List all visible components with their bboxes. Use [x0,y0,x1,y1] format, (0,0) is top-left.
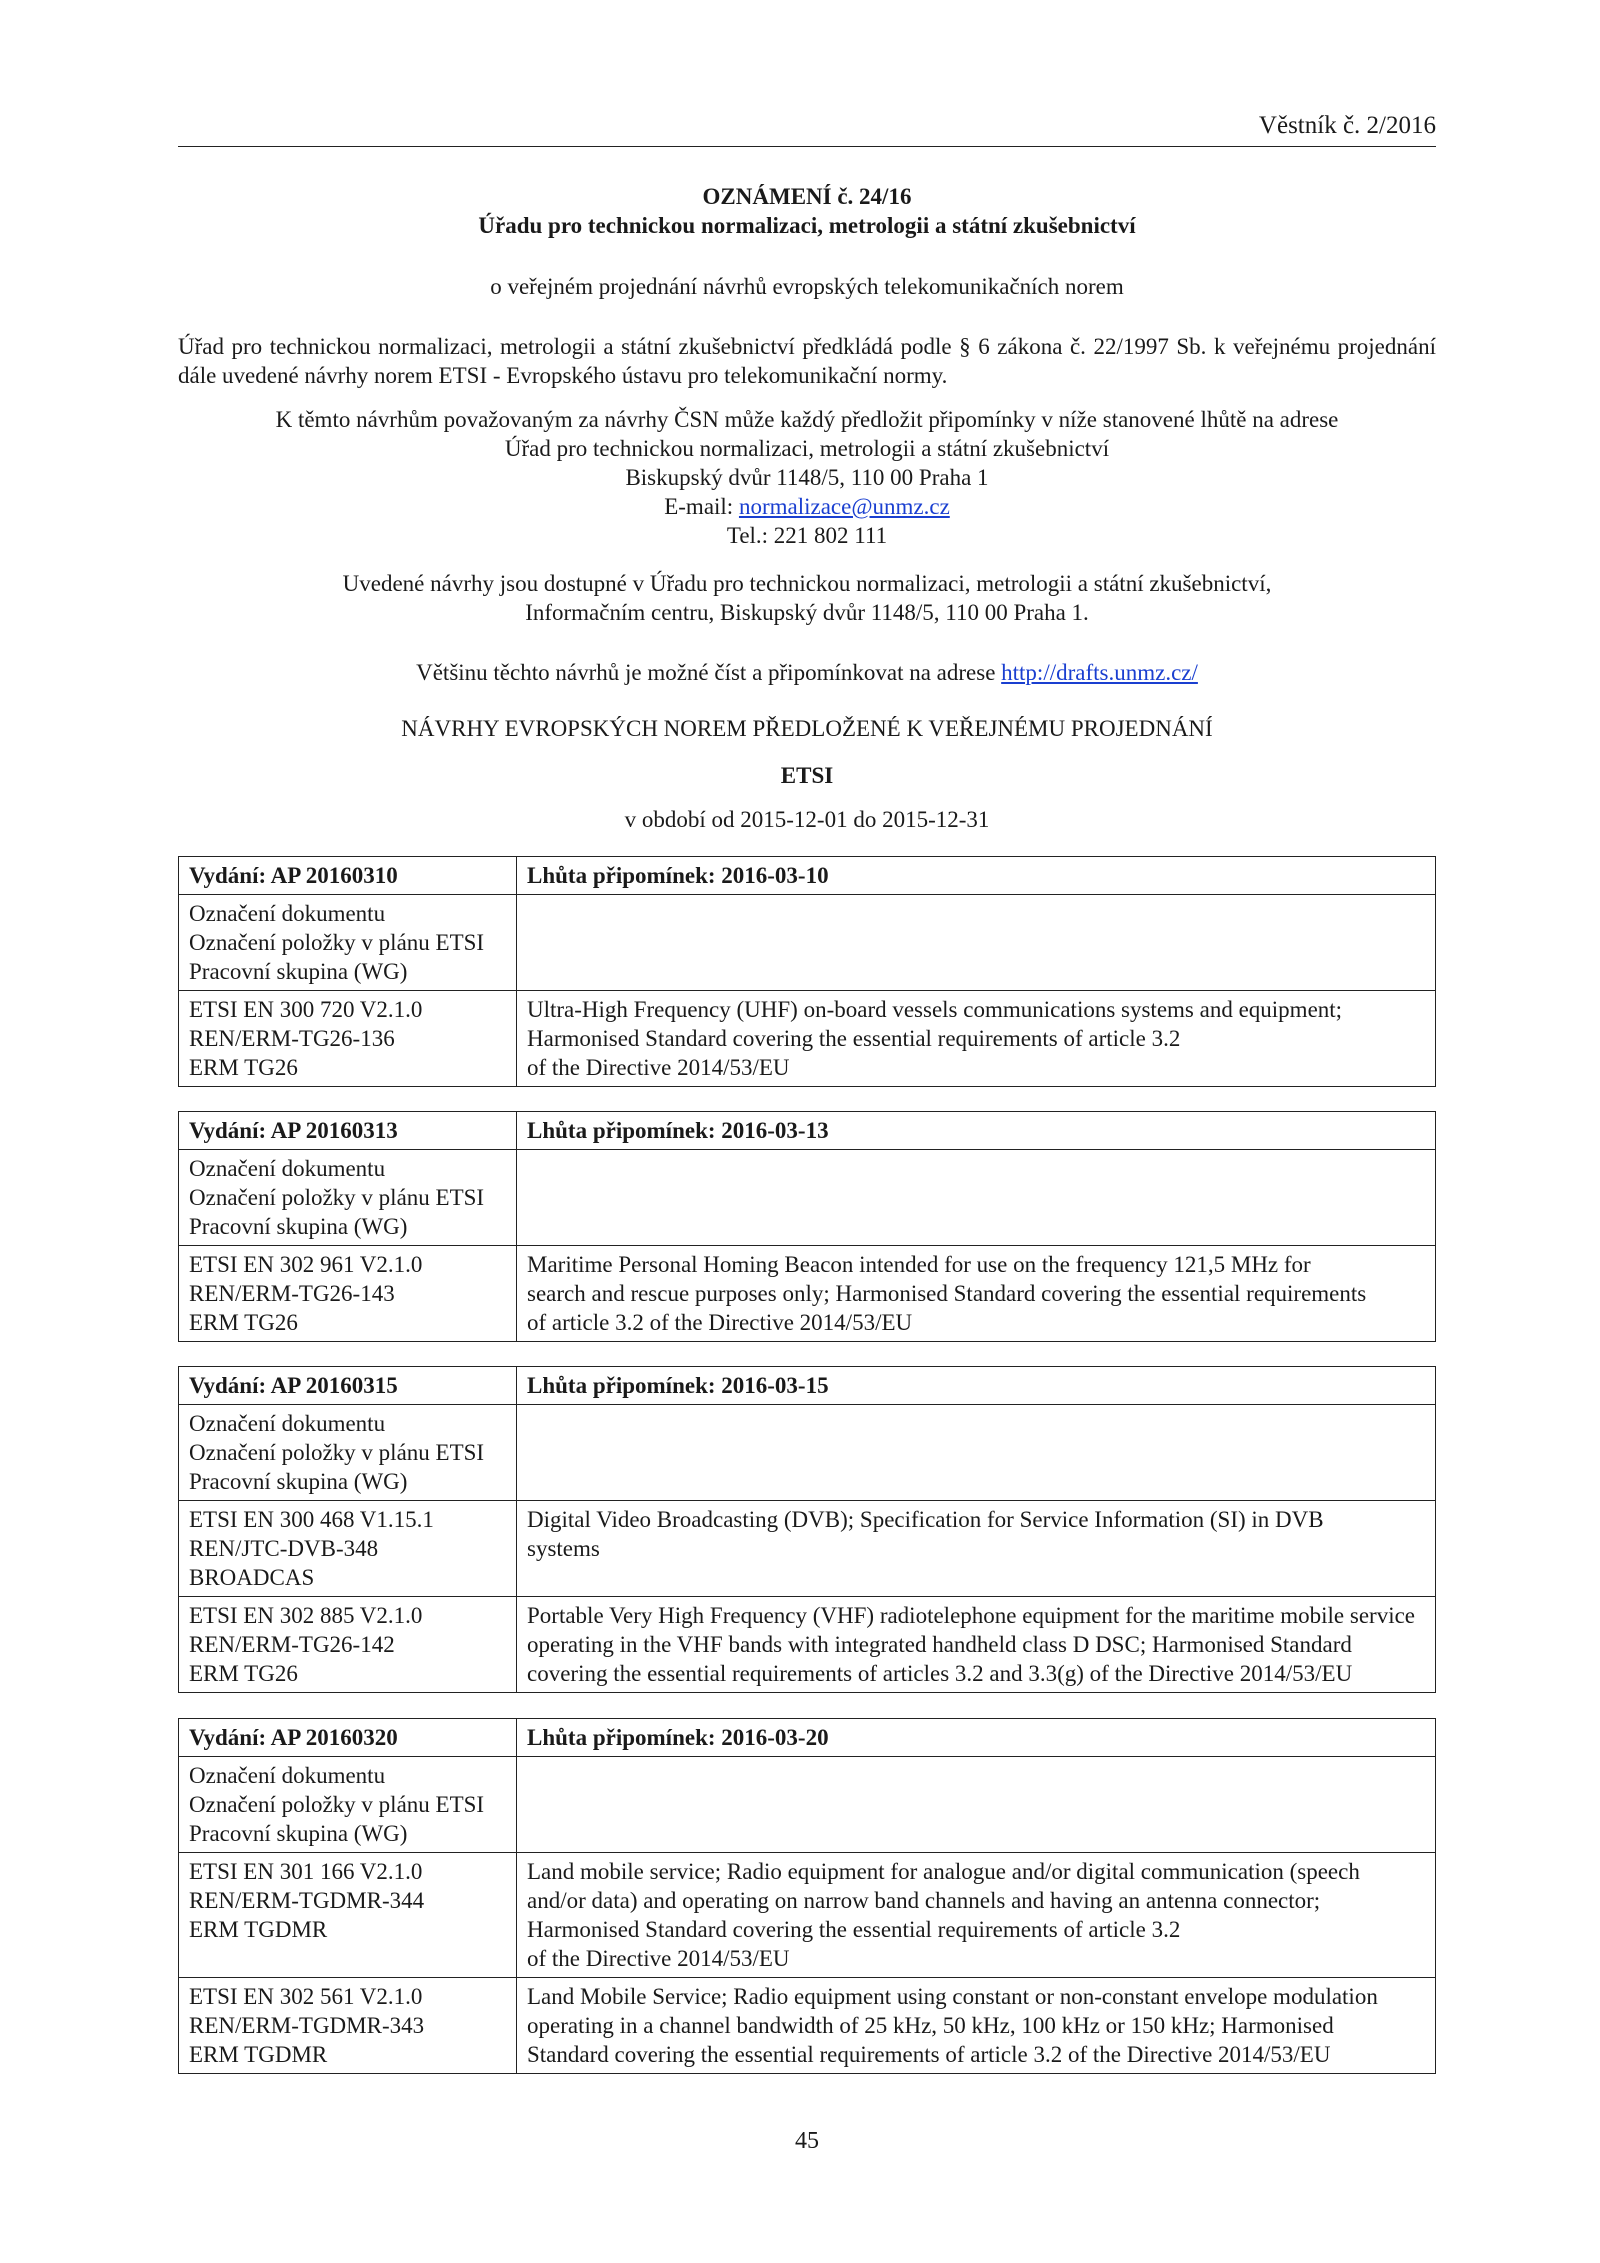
column-label-row [179,895,1436,991]
plan-item-id: REN/JTC-DVB-348 [189,1536,379,1561]
working-group: ERM TG26 [189,1055,298,1080]
description-line: Harmonised Standard covering the essential requirements of article 3.2 [527,1917,1181,1942]
draft-table [178,856,1436,1087]
document-ids [179,991,517,1087]
column-labels [179,1150,517,1246]
document-ids [179,1978,517,2074]
description-line: systems [527,1536,600,1561]
working-group: BROADCAS [189,1565,315,1590]
deadline-cell: Lhůta připomínek: 2016-03-20 [517,1719,1436,1757]
label-working-group: Pracovní skupina (WG) [189,1821,408,1846]
phone-line: Tel.: 221 802 111 [726,523,888,548]
document-id: ETSI EN 302 961 V2.1.0 [189,1252,423,1277]
description-line: Standard covering the essential requirements of article 3.2 of the Directive 2014/53/EU [527,2042,1331,2067]
notice-title: OZNÁMENÍ č. 24/16 [702,184,912,209]
label-document: Označení dokumentu [189,1411,386,1436]
label-plan-item: Označení položky v plánu ETSI [189,1185,485,1210]
email-label: E-mail: [664,494,739,519]
label-document: Označení dokumentu [189,1156,386,1181]
table-header-row [179,1112,1436,1150]
document-ids [179,1853,517,1978]
availability-line-1: Uvedené návrhy jsou dostupné v Úřadu pro technickou normalizaci, metrologii a státní zkušebnictví, [342,571,1272,596]
table-row [179,991,1436,1087]
comments-address-block [178,405,1436,550]
document-description [517,1246,1436,1342]
column-labels [179,1757,517,1853]
journal-issue-header: Věstník č. 2/2016 [1258,112,1436,139]
description-line: search and rescue purposes only; Harmonised Standard covering the essential requirements [527,1281,1367,1306]
draft-table [178,1111,1436,1342]
drafts-line [178,658,1436,687]
email-line [178,492,1436,521]
table-row [179,1246,1436,1342]
table-row [179,1978,1436,2074]
table-header-row [179,857,1436,895]
description-line: Land mobile service; Radio equipment for analogue and/or digital communication (speech [527,1859,1360,1884]
empty-cell [517,1150,1436,1246]
column-label-row [179,1150,1436,1246]
plan-item-id: REN/ERM-TG26-143 [189,1281,395,1306]
table-row [179,1501,1436,1597]
working-group: ERM TGDMR [189,2042,328,2067]
draft-table [178,1366,1436,1693]
document-description [517,1853,1436,1978]
label-plan-item: Označení položky v plánu ETSI [189,1792,485,1817]
plan-item-id: REN/ERM-TGDMR-343 [189,2013,425,2038]
description-line: Land Mobile Service; Radio equipment using constant or non-constant envelope modulation [527,1984,1378,2009]
notice-title-block [178,182,1436,240]
drafts-link[interactable]: http://drafts.unmz.cz/ [1001,660,1198,685]
header-divider [178,146,1436,147]
notice-authority: Úřadu pro technickou normalizaci, metrologii a státní zkušebnictví [478,213,1136,238]
document-ids [179,1246,517,1342]
document-id: ETSI EN 302 885 V2.1.0 [189,1603,423,1628]
table-row [179,1853,1436,1978]
plan-item-id: REN/ERM-TG26-136 [189,1026,395,1051]
description-line: Portable Very High Frequency (VHF) radiotelephone equipment for the maritime mobile service [527,1603,1416,1628]
issue-cell: Vydání: AP 20160313 [179,1112,517,1150]
working-group: ERM TG26 [189,1310,298,1335]
comments-line: K těmto návrhům považovaným za návrhy ČSN může každý předložit připomínky v níže stanovené lhůtě na adrese [275,407,1339,432]
column-label-row [179,1405,1436,1501]
description-line: and/or data) and operating on narrow band channels and having an antenna connector; [527,1888,1321,1913]
period-line: v období od 2015-12-01 do 2015-12-31 [624,807,990,832]
document-ids [179,1501,517,1597]
label-working-group: Pracovní skupina (WG) [189,1469,408,1494]
working-group: ERM TG26 [189,1661,298,1686]
email-link[interactable]: normalizace@unmz.cz [738,494,950,519]
issue-cell: Vydání: AP 20160315 [179,1367,517,1405]
deadline-cell: Lhůta připomínek: 2016-03-15 [517,1367,1436,1405]
column-labels [179,1405,517,1501]
plan-item-id: REN/ERM-TG26-142 [189,1632,395,1657]
document-id: ETSI EN 300 720 V2.1.0 [189,997,423,1022]
description-line: of article 3.2 of the Directive 2014/53/EU [527,1310,913,1335]
description-line: Maritime Personal Homing Beacon intended for use on the frequency 121,5 MHz for [527,1252,1311,1277]
column-labels [179,895,517,991]
deadline-cell: Lhůta připomínek: 2016-03-13 [517,1112,1436,1150]
column-label-row [179,1757,1436,1853]
empty-cell [517,895,1436,991]
issue-cell: Vydání: AP 20160320 [179,1719,517,1757]
drafts-text: Většinu těchto návrhů je možné číst a připomínkovat na adrese [416,660,1002,685]
document-ids [179,1597,517,1693]
document-description [517,991,1436,1087]
document-description [517,1501,1436,1597]
deadline-cell: Lhůta připomínek: 2016-03-10 [517,857,1436,895]
description-line: Digital Video Broadcasting (DVB); Specification for Service Information (SI) in DVB [527,1507,1324,1532]
description-line: operating in a channel bandwidth of 25 kHz, 50 kHz, 100 kHz or 150 kHz; Harmonised [527,2013,1334,2038]
table-header-row [179,1719,1436,1757]
document-description [517,1978,1436,2074]
table-header-row [179,1367,1436,1405]
description-line: of the Directive 2014/53/EU [527,1946,790,1971]
document-id: ETSI EN 302 561 V2.1.0 [189,1984,423,2009]
address-name: Úřad pro technickou normalizaci, metrologii a státní zkušebnictví [504,436,1110,461]
document-description [517,1597,1436,1693]
description-line: operating in the VHF bands with integrated handheld class D DSC; Harmonised Standard [527,1632,1352,1657]
address-street: Biskupský dvůr 1148/5, 110 00 Praha 1 [625,465,989,490]
description-line: covering the essential requirements of articles 3.2 and 3.3(g) of the Directive 2014/53/EU [527,1661,1353,1686]
empty-cell [517,1405,1436,1501]
description-line: Ultra-High Frequency (UHF) on-board vessels communications systems and equipment; [527,997,1343,1022]
availability-block [178,569,1436,627]
plan-item-id: REN/ERM-TGDMR-344 [189,1888,425,1913]
issue-cell: Vydání: AP 20160310 [179,857,517,895]
page-number: 45 [795,2128,819,2154]
intro-paragraph: Úřad pro technickou normalizaci, metrologii a státní zkušebnictví předkládá podle § 6 zákona č. 22/1997 Sb. k veřejnému projednání dále uvedené návrhy norem ETSI - Evropského ústavu pro telekomunikační normy. [178,334,1436,388]
label-document: Označení dokumentu [189,1763,386,1788]
label-working-group: Pracovní skupina (WG) [189,1214,408,1239]
draft-table [178,1718,1436,2074]
label-document: Označení dokumentu [189,901,386,926]
description-line: Harmonised Standard covering the essential requirements of article 3.2 [527,1026,1181,1051]
label-plan-item: Označení položky v plánu ETSI [189,1440,485,1465]
notice-subject: o veřejném projednání návrhů evropských telekomunikačních norem [490,274,1124,299]
label-plan-item: Označení položky v plánu ETSI [189,930,485,955]
section-heading: NÁVRHY EVROPSKÝCH NOREM PŘEDLOŽENÉ K VEŘEJNÉMU PROJEDNÁNÍ [401,716,1213,741]
label-working-group: Pracovní skupina (WG) [189,959,408,984]
working-group: ERM TGDMR [189,1917,328,1942]
organization-label: ETSI [780,763,834,788]
availability-line-2: Informačním centru, Biskupský dvůr 1148/5, 110 00 Praha 1. [525,600,1089,625]
document-id: ETSI EN 300 468 V1.15.1 [189,1507,434,1532]
empty-cell [517,1757,1436,1853]
document-id: ETSI EN 301 166 V2.1.0 [189,1859,423,1884]
description-line: of the Directive 2014/53/EU [527,1055,790,1080]
table-row [179,1597,1436,1693]
